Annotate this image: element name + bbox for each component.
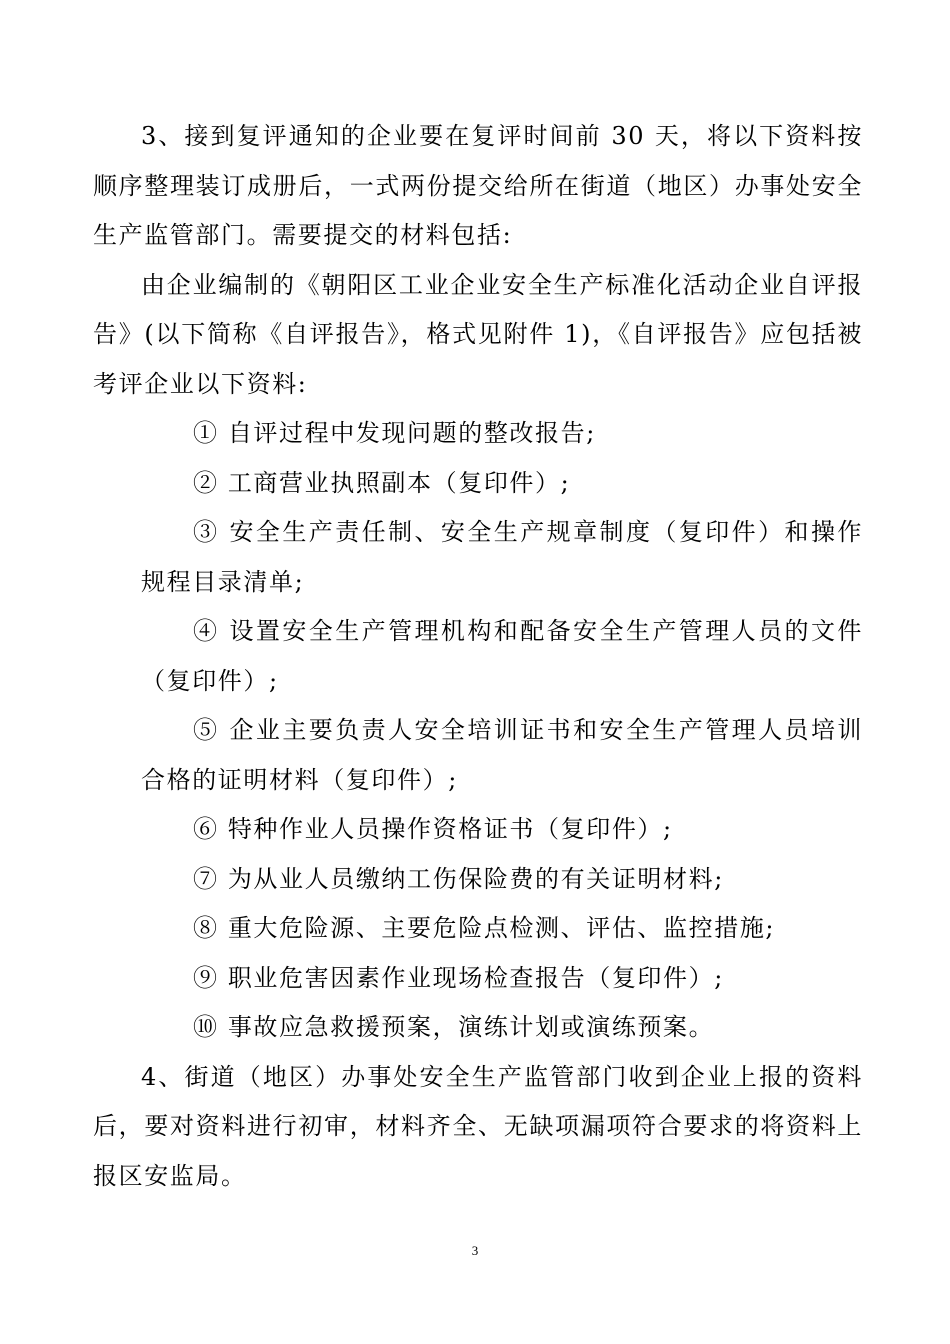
list-item: ④ 设置安全生产管理机构和配备安全生产管理人员的文件（复印件）; bbox=[141, 617, 863, 695]
document-body bbox=[93, 112, 863, 1201]
list-item: ③ 安全生产责任制、安全生产规章制度（复印件）和操作规程目录清单; bbox=[141, 518, 863, 596]
list-item: ⑩ 事故应急救援预案，演练计划或演练预案。 bbox=[193, 1013, 715, 1041]
list-item: ⑦ 为从业人员缴纳工伤保险费的有关证明材料; bbox=[193, 864, 724, 893]
list-item: ① 自评过程中发现问题的整改报告; bbox=[193, 419, 596, 447]
list-item: ⑤ 企业主要负责人安全培训证书和安全生产管理人员培训合格的证明材料（复印件）; bbox=[141, 716, 863, 794]
page-number: 3 bbox=[471, 1243, 479, 1258]
paragraph-review-notice: 3、接到复评通知的企业要在复评时间前 30 天，将以下资料按顺序整理装订成册后，一式两份提交给所在街道（地区）办事处安全生产监管部门。需要提交的材料包括: bbox=[93, 122, 863, 249]
list-item: ⑧ 重大危险源、主要危险点检测、评估、监控措施; bbox=[193, 914, 776, 942]
list-item: ⑥ 特种作业人员操作资格证书（复印件）; bbox=[193, 815, 673, 843]
paragraph-district-review: 4、街道（地区）办事处安全生产监管部门收到企业上报的资料后，要对资料进行初审，材料齐全、无缺项漏项符合要求的将资料上报区安监局。 bbox=[93, 1062, 863, 1190]
list-item: ② 工商营业执照副本（复印件）; bbox=[193, 468, 571, 497]
paragraph-self-evaluation-report: 由企业编制的《朝阳区工业企业安全生产标准化活动企业自评报告》(以下简称《自评报告》，格式见附件 1)，《自评报告》应包括被考评企业以下资料: bbox=[93, 270, 863, 398]
list-item: ⑨ 职业危害因素作业现场检查报告（复印件）; bbox=[193, 963, 724, 992]
